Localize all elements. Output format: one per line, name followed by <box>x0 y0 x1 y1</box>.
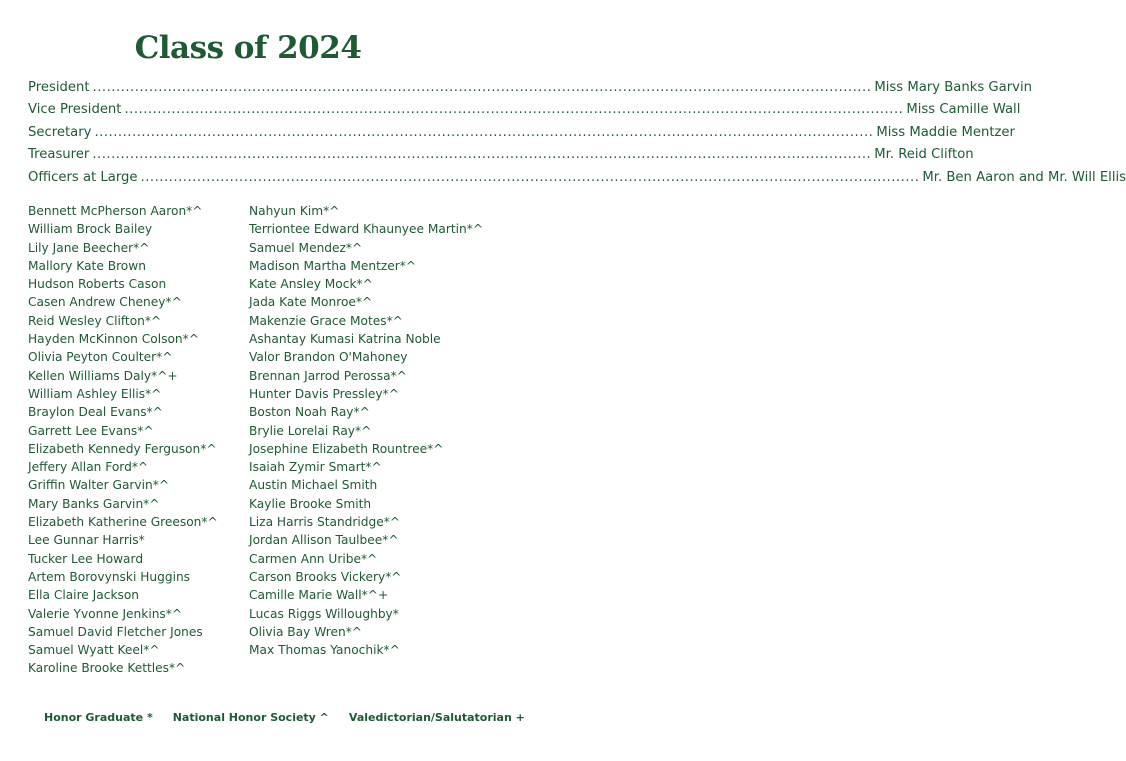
student-column-left <box>28 202 253 678</box>
student-name: William Brock Bailey <box>28 222 153 237</box>
student-name: Samuel David Fletcher Jones <box>28 624 203 639</box>
dot-leader <box>93 80 872 95</box>
student-name: Josephine Elizabeth Rountree*^ <box>249 441 444 456</box>
student-name: Mallory Kate Brown <box>28 258 146 273</box>
student-name: Olivia Peyton Coulter*^ <box>28 350 173 365</box>
dot-leader <box>92 147 871 162</box>
student-name: Liza Harris Standridge*^ <box>249 515 401 530</box>
student-name: Jada Kate Monroe*^ <box>249 295 373 310</box>
student-name: Max Thomas Yanochik*^ <box>249 643 400 658</box>
student-name: Boston Noah Ray*^ <box>249 405 370 420</box>
student-name: Lily Jane Beecher*^ <box>28 240 150 255</box>
student-name: Carson Brooks Vickery*^ <box>249 569 402 584</box>
student-name: Lee Gunnar Harris* <box>28 533 145 548</box>
officer-name: Miss Maddie Mentzer <box>876 124 1015 140</box>
student-name: Samuel Wyatt Keel*^ <box>28 643 160 658</box>
student-name: Braylon Deal Evans*^ <box>28 405 163 420</box>
student-name: Austin Michael Smith <box>249 478 378 493</box>
student-name: Jordan Allison Taulbee*^ <box>249 533 399 548</box>
student-name: Elizabeth Kennedy Ferguson*^ <box>28 441 217 456</box>
student-name: Brylie Lorelai Ray*^ <box>249 423 372 438</box>
legend-item: Valedictorian/Salutatorian + <box>348 711 525 724</box>
officer-role: Vice President <box>28 102 122 118</box>
student-name: Olivia Bay Wren*^ <box>249 624 362 639</box>
officer-row <box>28 102 1021 124</box>
legend <box>44 711 525 724</box>
student-name: Mary Banks Garvin*^ <box>28 496 160 511</box>
student-name: Nahyun Kim*^ <box>249 204 340 218</box>
student-name: Camille Marie Wall*^+ <box>249 588 389 603</box>
legend-item: Honor Graduate * <box>44 711 153 724</box>
officer-row <box>28 169 1126 192</box>
student-name: William Ashley Ellis*^ <box>28 386 162 401</box>
student-name: Makenzie Grace Motes*^ <box>249 313 403 328</box>
student-name: Isaiah Zymir Smart*^ <box>249 460 382 475</box>
student-name: Casen Andrew Cheney*^ <box>28 295 182 310</box>
student-name: Terriontee Edward Khaunyee Martin*^ <box>249 222 484 237</box>
student-name: Valor Brandon O'Mahoney <box>249 350 408 365</box>
student-name: Kate Ansley Mock*^ <box>249 277 373 292</box>
officer-row <box>28 124 1015 147</box>
dot-leader <box>141 170 920 185</box>
student-name: Ella Claire Jackson <box>28 588 140 603</box>
student-name: Jeffery Allan Ford*^ <box>28 460 149 475</box>
officer-role: Treasurer <box>28 147 90 163</box>
student-name: Reid Wesley Clifton*^ <box>28 313 162 328</box>
officer-name: Mr. Reid Clifton <box>874 147 974 163</box>
student-column-right <box>249 202 484 659</box>
dot-leader <box>124 102 903 117</box>
officer-name: Mr. Ben Aaron and Mr. Will Ellis <box>922 169 1126 185</box>
officer-row <box>28 80 1032 102</box>
student-name: Ashantay Kumasi Katrina Noble <box>249 332 441 347</box>
officer-name: Miss Camille Wall <box>906 102 1021 118</box>
student-name: Lucas Riggs Willoughby* <box>249 606 399 621</box>
student-name: Samuel Mendez*^ <box>249 240 363 255</box>
student-name: Griffin Walter Garvin*^ <box>28 478 170 493</box>
student-name: Brennan Jarrod Perossa*^ <box>249 368 407 383</box>
officer-role: President <box>28 80 90 95</box>
officer-role: Secretary <box>28 124 92 140</box>
student-name: Karoline Brooke Kettles*^ <box>28 661 186 676</box>
student-name: Garrett Lee Evans*^ <box>28 423 154 438</box>
legend-item: National Honor Society ^ <box>172 711 329 724</box>
student-name: Kellen Williams Daly*^+ <box>28 368 178 383</box>
student-name: Carmen Ann Uribe*^ <box>249 551 378 566</box>
officer-name: Miss Mary Banks Garvin <box>874 80 1032 95</box>
student-name: Artem Borovynski Huggins <box>28 569 191 584</box>
page-title: Class of 2024 <box>134 30 362 66</box>
officer-row <box>28 147 974 169</box>
student-name: Bennett McPherson Aaron*^ <box>28 204 203 218</box>
student-name: Madison Martha Mentzer*^ <box>249 258 417 273</box>
student-name: Elizabeth Katherine Greeson*^ <box>28 515 218 530</box>
student-name: Tucker Lee Howard <box>28 551 144 566</box>
officer-role: Officers at Large <box>28 169 138 185</box>
student-name: Kaylie Brooke Smith <box>249 496 372 511</box>
dot-leader <box>94 125 873 140</box>
student-name: Hunter Davis Pressley*^ <box>249 386 399 401</box>
student-name: Hudson Roberts Cason <box>28 277 167 292</box>
student-name: Hayden McKinnon Colson*^ <box>28 332 199 347</box>
student-name: Valerie Yvonne Jenkins*^ <box>28 606 183 621</box>
officers-list <box>28 80 1126 192</box>
